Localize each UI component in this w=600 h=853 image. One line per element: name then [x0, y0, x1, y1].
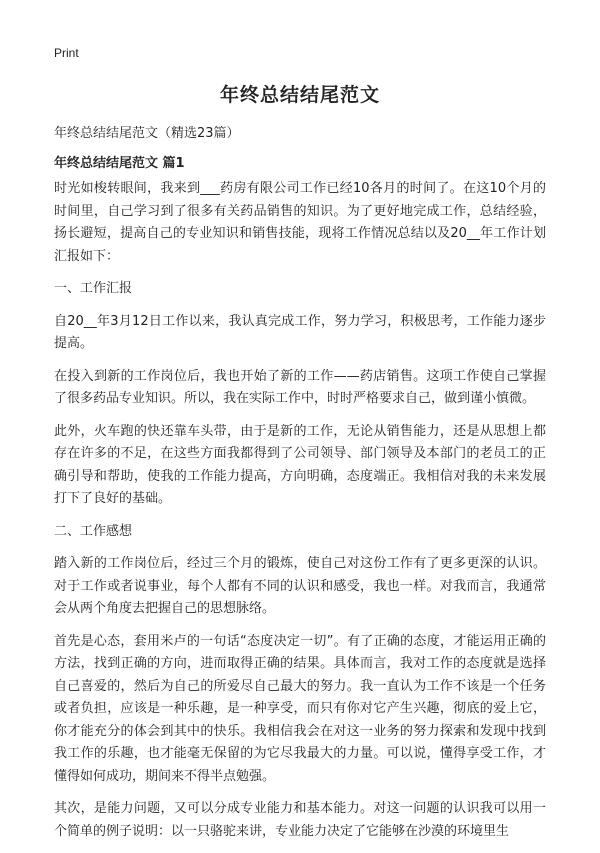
section-heading: 年终总结结尾范文 篇1	[54, 156, 185, 171]
document-body	[54, 178, 546, 853]
paragraph: 其次，是能力问题，又可以分成专业能力和基本能力。对这一问题的认识我可以用一个简单的例子说明：以一只骆驼来讲，专业能力决定了它能够在沙漠的环境里生	[54, 801, 546, 839]
paragraph: 首先是心态，套用米卢的一句话“态度决定一切”。有了正确的态度，才能运用正确的方法，找到正确的方向，进而取得正确的结果。具体而言，我对工作的态度就是选择自己喜爱的，然后为自己的所爱尽自己最大的努力。我一直认为工作不该是一个任务或者负担，应该是一种乐趣，是一种享受，而只有你对它产生兴趣，彻底的爱上它，你才能充分的体会到其中的快乐。我相信我会在对这一业务的努力探索和发现中找到我工作的乐趣，也才能毫无保留的为它尽我最大的力量。可以说，懂得享受工作，才懂得如何成功，期间来不得半点勉强。	[54, 633, 546, 784]
sub-heading-work-reflections: 二、工作感想	[54, 523, 133, 539]
print-link[interactable]: Print	[54, 46, 79, 60]
document-subtitle: 年终总结结尾范文（精选23篇）	[54, 126, 240, 141]
paragraph: 时光如梭转眼间，我来到___药房有限公司工作已经10各月的时间了。在这10个月的时间里，自己学习到了很多有关药品销售的知识。为了更好地完成工作，总结经验，扬长避短，提高自己的专业知识和销售技能，现将工作情况总结以及20__年工作计划汇报如下：	[54, 181, 546, 264]
paragraph: 踏入新的工作岗位后，经过三个月的锻炼，使自己对这份工作有了更多更深的认识。对于工作或者说事业，每个人都有不同的认识和感受，我也一样。对我而言，我通常会从两个角度去把握自己的思想脉络。	[54, 556, 546, 616]
paragraph: 在投入到新的工作岗位后，我也开始了新的工作——药店销售。这项工作使自己掌握了很多药品专业知识。所以，我在实际工作中，时时严格要求自己，做到谨小慎微。	[54, 368, 546, 406]
paragraph: 自20__年3月12日工作以来，我认真完成工作，努力学习，积极思考，工作能力逐步提高。	[54, 313, 546, 351]
document-title: 年终总结结尾范文	[219, 84, 380, 106]
sub-heading-work-report: 一、工作汇报	[54, 281, 133, 296]
paragraph: 此外，火车跑的快还靠车头带，由于是新的工作，无论从销售能力，还是从思想上都存在许多的不足，在这些方面我都得到了公司领导、部门领导及本部门的老员工的正确引导和帮助，使我的工作能力提高，方向明确，态度端正。我相信对我的未来发展打下了良好的基础。	[54, 423, 546, 506]
